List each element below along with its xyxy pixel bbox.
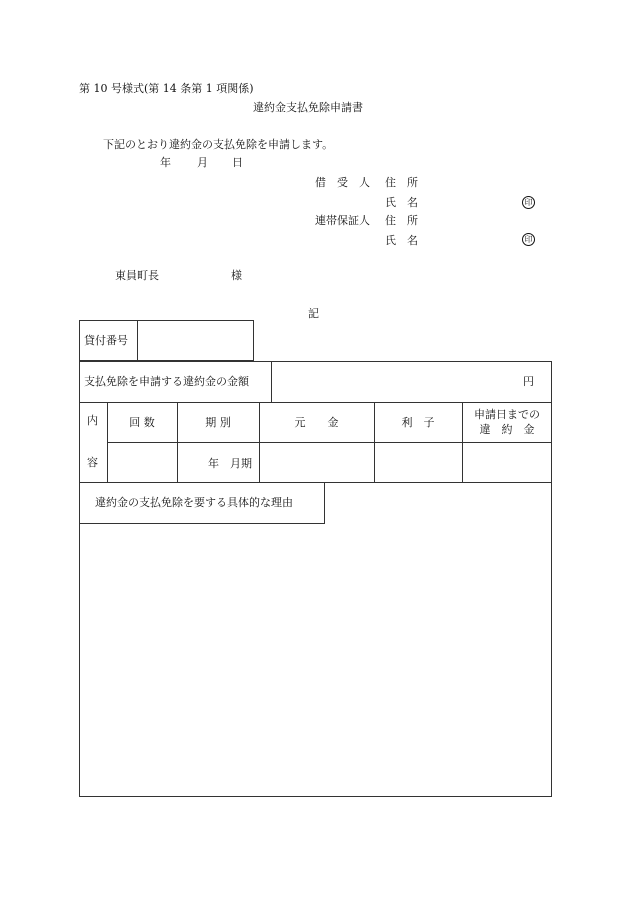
- row-line-1: [79, 402, 552, 403]
- loan-number-divider: [137, 320, 138, 361]
- guarantor-label: 連帯保証人: [315, 214, 370, 227]
- document-title: 違約金支払免除申請書: [253, 101, 363, 114]
- col-count-header: 回 数: [129, 416, 155, 429]
- amount-divider: [271, 361, 272, 402]
- date-day: 日: [232, 156, 243, 169]
- row-line-2: [107, 442, 552, 443]
- col-line-3: [259, 402, 260, 482]
- period-value: 年 月期: [208, 457, 252, 470]
- addressee-name: 東員町長: [115, 269, 159, 282]
- col-period-header: 期 別: [205, 416, 231, 429]
- yen-unit: 円: [523, 375, 534, 388]
- date-year: 年: [160, 156, 171, 169]
- borrower-address-label: 住 所: [385, 176, 418, 189]
- col-line-1: [107, 402, 108, 482]
- col-penalty-header-line2: 違 約 金: [479, 423, 535, 436]
- intro-text: 下記のとおり違約金の支払免除を申請します。: [103, 138, 334, 151]
- guarantor-address-label: 住 所: [385, 214, 418, 227]
- ki-marker: 記: [308, 307, 319, 320]
- loan-number-label: 貸付番号: [84, 334, 128, 347]
- seal-icon: 印: [522, 196, 535, 209]
- addressee-honorific: 様: [231, 269, 242, 282]
- col-penalty-header-line1: 申請日までの: [474, 408, 540, 421]
- guarantor-name-label: 氏 名: [385, 234, 418, 247]
- guarantor-seal: [522, 232, 535, 246]
- col-interest-header: 利 子: [401, 416, 435, 429]
- amount-label: 支払免除を申請する違約金の金額: [84, 375, 249, 388]
- col-principal-header: 元 金: [294, 416, 339, 429]
- borrower-name-label: 氏 名: [385, 196, 418, 209]
- seal-icon: 印: [522, 233, 535, 246]
- content-label-bottom: 容: [87, 456, 98, 469]
- borrower-seal: [522, 195, 535, 209]
- date-month: 月: [197, 156, 208, 169]
- col-line-4: [374, 402, 375, 482]
- content-label-top: 内: [87, 414, 98, 427]
- reason-label: 違約金の支払免除を要する具体的な理由: [95, 496, 293, 509]
- borrower-label: 借 受 人: [315, 176, 370, 189]
- col-line-2: [177, 402, 178, 482]
- form-number: 第 10 号様式(第 14 条第 1 項関係): [79, 82, 254, 95]
